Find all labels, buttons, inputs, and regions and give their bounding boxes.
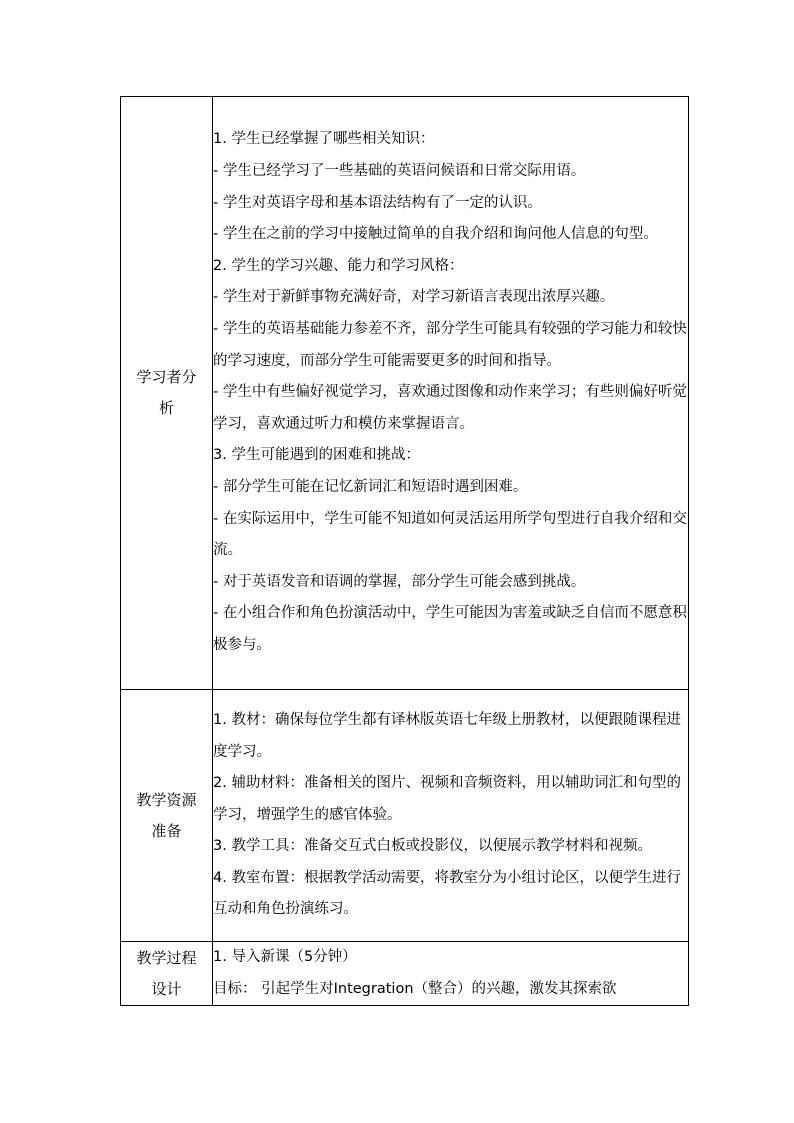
content-line: 3. 教学工具：准备交互式白板或投影仪，以便展示教学材料和视频。 (213, 838, 652, 855)
lesson-plan-table (120, 96, 689, 1006)
row-content-teaching-process (213, 942, 689, 1006)
row-content-teaching-resources (213, 690, 689, 942)
row-label-text: 教学过程设计 (136, 948, 197, 998)
content-line: 4. 教室布置：根据教学活动需要，将教室分为小组讨论区，以便学生进行互动和角色扮演练习。 (213, 869, 681, 918)
content-line: - 部分学生可能在记忆新词汇和短语时遇到困难。 (213, 478, 528, 495)
content-line: 2. 学生的学习兴趣、能力和学习风格： (213, 257, 464, 274)
row-content-learner-analysis (213, 97, 689, 690)
content-line: - 学生对于新鲜事物充满好奇，对学习新语言表现出浓厚兴趣。 (213, 289, 615, 306)
table-row-teaching-process (121, 942, 689, 1006)
content-line: 2. 辅助材料：准备相关的图片、视频和音频资料，用以辅助词汇和句型的学习，增强学生的感官体验。 (213, 775, 681, 823)
content-line: 3. 学生可能遇到的困难和挑战： (213, 447, 420, 464)
content-line: - 学生对英语字母和基本语法结构有了一定的认识。 (213, 194, 542, 211)
content-line: - 学生已经学习了一些基础的英语问候语和日常交际用语。 (213, 163, 586, 180)
content-line: 1. 教材：确保每位学生都有译林版英语七年级上册教材，以便跟随课程进度学习。 (213, 711, 681, 760)
content-line: - 对于英语发音和语调的掌握，部分学生可能会感到挑战。 (213, 573, 586, 590)
content-line: - 学生的英语基础能力参差不齐，部分学生可能具有较强的学习能力和较快的学习速度，而部分学生可能需要更多的时间和指导。 (213, 321, 687, 369)
row-label-teaching-resources (121, 690, 213, 942)
content-line: - 学生在之前的学习中接触过简单的自我介绍和询问他人信息的句型。 (213, 226, 658, 243)
row-label-text: 学习者分析 (136, 368, 197, 417)
table-row-teaching-resources (121, 690, 689, 942)
content-line: 1. 学生已经掌握了哪些相关知识： (213, 131, 435, 148)
table-row-learner-analysis (121, 97, 689, 690)
content-line: 1. 导入新课（5分钟） (213, 949, 357, 965)
content-line: 目标： 引起学生对Integration（整合）的兴趣，激发其探索欲 (213, 980, 617, 997)
content-line: - 学生中有些偏好视觉学习，喜欢通过图像和动作来学习；有些则偏好听觉学习，喜欢通过听力和模仿来掌握语言。 (213, 384, 687, 432)
content-line: - 在实际运用中，学生可能不知道如何灵活运用所学句型进行自我介绍和交流。 (213, 510, 687, 559)
row-label-text: 教学资源准备 (136, 790, 197, 840)
row-label-teaching-process (121, 942, 213, 1006)
content-line: - 在小组合作和角色扮演活动中，学生可能因为害羞或缺乏自信而不愿意积极参与。 (213, 605, 687, 653)
row-label-learner-analysis (121, 97, 213, 690)
